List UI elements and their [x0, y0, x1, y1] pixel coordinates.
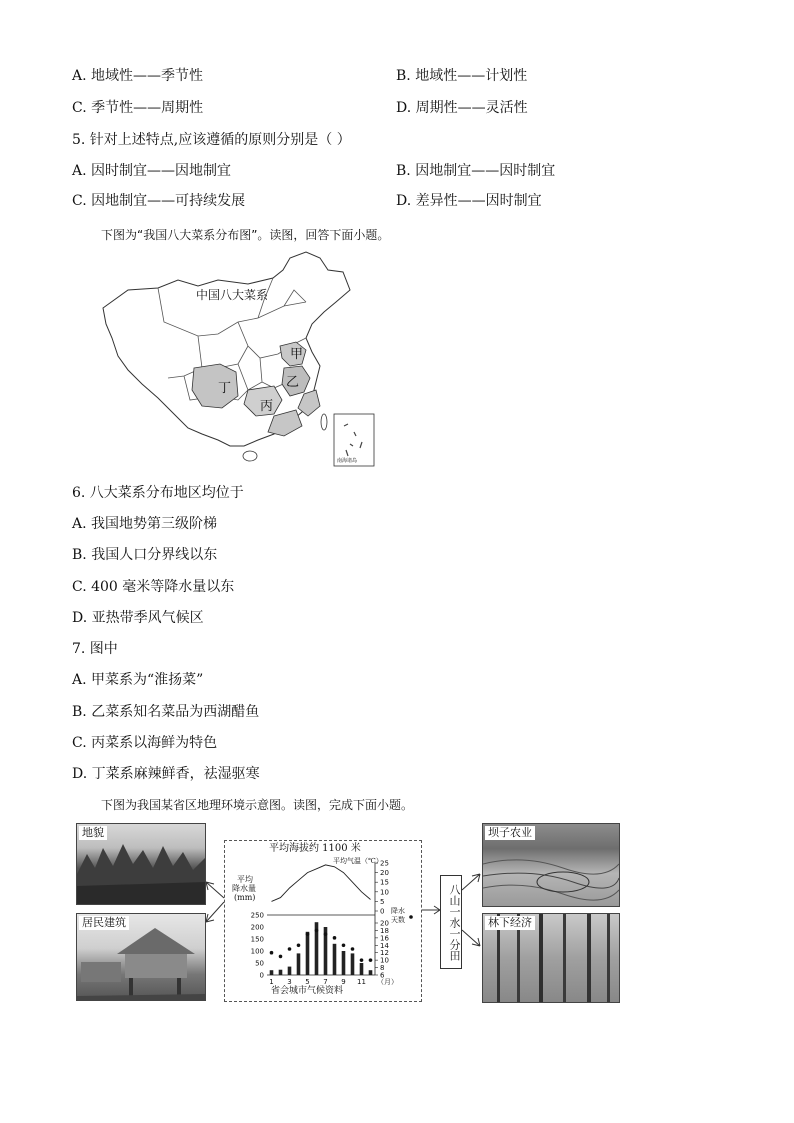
terrain-flow-box: 八山一水一分田 — [440, 875, 462, 969]
q6-option-b: B. 我国人口分界线以东 — [72, 547, 218, 563]
rain-day-point — [351, 947, 355, 951]
month-label: 1 — [269, 978, 274, 986]
forest-label: 林下经济 — [485, 916, 535, 930]
precip-bar — [306, 932, 310, 975]
rain-day-point — [360, 958, 364, 962]
rain-day-point — [306, 932, 310, 936]
rain-day-point — [288, 947, 292, 951]
days-tick-label: 6 — [380, 971, 385, 980]
precip-bar — [360, 963, 364, 975]
housing-photo — [76, 913, 206, 1001]
q5-stem: 5. 针对上述特点,应该遵循的原则分别是（ ） — [72, 132, 351, 148]
month-unit-label: （月） — [377, 978, 398, 986]
temp-tick-label: 5 — [380, 897, 385, 906]
q6-option-d: D. 亚热带季风气候区 — [72, 610, 204, 626]
temp-tick-label: 0 — [380, 907, 385, 916]
month-label: 5 — [305, 978, 310, 986]
days-tick-label: 8 — [380, 964, 385, 973]
map-label-jia: 甲 — [290, 347, 304, 362]
climate-chart — [224, 840, 422, 1002]
rain-day-point — [270, 951, 274, 955]
precip-bar — [369, 970, 373, 975]
q7-option-a: A. 甲菜系为“淮扬菜” — [72, 672, 204, 688]
q6-stem: 6. 八大菜系分布地区均位于 — [72, 485, 244, 501]
precip-tick-label: 100 — [250, 947, 264, 956]
month-label: 7 — [323, 978, 328, 986]
chart-temp-label: 平均气温（℃） — [333, 857, 383, 865]
farming-label: 坝子农业 — [485, 826, 535, 840]
q5-option-d: D. 差异性——因时制宜 — [396, 193, 542, 209]
q4-option-b: B. 地域性——计划性 — [396, 68, 528, 84]
q5-option-b: B. 因地制宜——因时制宜 — [396, 163, 556, 179]
month-label: 3 — [287, 978, 292, 986]
china-outline — [98, 250, 388, 472]
rain-day-point — [315, 929, 319, 933]
map-label-yi: 乙 — [286, 375, 300, 390]
temp-tick-label: 10 — [380, 888, 389, 897]
intro-figure2: 下图为我国某省区地理环境示意图。读图，完成下面小题。 — [101, 798, 414, 812]
q7-option-b: B. 乙菜系知名菜品为西湖醋鱼 — [72, 704, 260, 720]
month-label: 11 — [357, 978, 366, 986]
housing-label: 居民建筑 — [79, 916, 129, 930]
q5-option-a: A. 因时制宜——因地制宜 — [72, 163, 232, 179]
temp-tick-label: 15 — [380, 878, 389, 887]
chart-caption: 省会城市气候资料 — [271, 986, 344, 996]
rain-day-point — [369, 958, 373, 962]
chart-precip-label-1: 平均 — [237, 875, 253, 884]
chart-precip-label-3: (mm) — [234, 893, 256, 902]
q4-option-a: A. 地域性——季节性 — [72, 68, 204, 84]
chart-days-label: 降水天数 — [391, 907, 405, 924]
q6-option-a: A. 我国地势第三级阶梯 — [72, 516, 218, 532]
precip-tick-label: 50 — [255, 959, 264, 968]
month-label: 9 — [341, 978, 346, 986]
precip-bar — [333, 944, 337, 975]
rain-day-point — [297, 943, 301, 947]
days-tick-label: 10 — [380, 956, 389, 965]
days-tick-label: 20 — [380, 919, 389, 928]
intro-map: 下图为“我国八大菜系分布图”。读图，回答下面小题。 — [101, 228, 390, 242]
map-label-ding: 丁 — [218, 381, 232, 396]
precip-tick-label: 150 — [250, 935, 264, 944]
rain-day-legend-dot — [409, 915, 413, 919]
climate-plot — [225, 841, 421, 1001]
days-tick-label: 18 — [380, 926, 389, 935]
temperature-line — [272, 865, 371, 902]
rain-day-point — [324, 932, 328, 936]
q7-option-d: D. 丁菜系麻辣鲜香，祛湿驱寒 — [72, 766, 260, 782]
chart-precip-label-2: 降水量 — [232, 884, 256, 893]
q7-stem: 7. 图中 — [72, 641, 118, 657]
landform-label: 地貌 — [79, 826, 107, 840]
precip-bar — [342, 951, 346, 975]
q7-option-c: C. 丙菜系以海鲜为特色 — [72, 735, 218, 751]
map-inset-label: 南海诸岛 — [337, 458, 358, 464]
rain-day-point — [279, 955, 283, 959]
days-tick-label: 16 — [380, 934, 389, 943]
q4-option-c: C. 季节性——周期性 — [72, 100, 204, 116]
map-title: 中国八大菜系 — [196, 288, 269, 302]
forest-photo — [482, 913, 620, 1003]
farming-photo — [482, 823, 620, 907]
temp-tick-label: 25 — [380, 859, 389, 868]
china-cuisine-map — [98, 250, 388, 472]
q6-option-c: C. 400 毫米等降水量以东 — [72, 579, 235, 595]
precip-bar — [279, 970, 283, 975]
map-label-bing: 丙 — [260, 399, 274, 414]
q4-option-d: D. 周期性——灵活性 — [396, 100, 528, 116]
days-tick-label: 12 — [380, 949, 389, 958]
precip-tick-label: 0 — [259, 971, 264, 980]
precip-bar — [270, 970, 274, 975]
precip-tick-label: 250 — [250, 911, 264, 920]
precip-bar — [297, 953, 301, 975]
q5-option-c: C. 因地制宜——可持续发展 — [72, 193, 246, 209]
precip-bar — [351, 953, 355, 975]
rain-day-point — [342, 943, 346, 947]
precip-tick-label: 200 — [250, 923, 264, 932]
precip-bar — [288, 967, 292, 975]
chart-elevation: 平均海拔约 1100 米 — [269, 843, 361, 854]
temp-tick-label: 20 — [380, 869, 389, 878]
rain-day-point — [333, 936, 337, 940]
landform-photo — [76, 823, 206, 905]
days-tick-label: 14 — [380, 941, 389, 950]
